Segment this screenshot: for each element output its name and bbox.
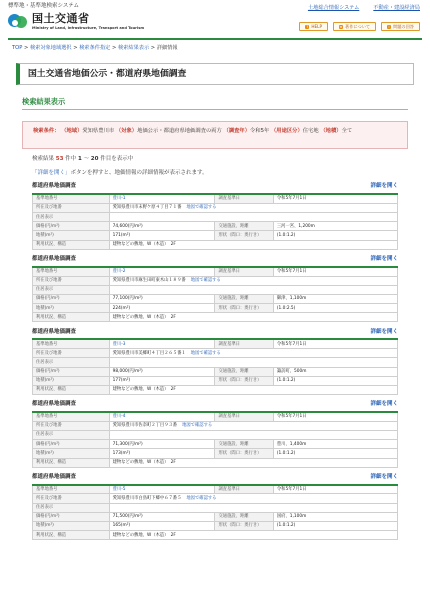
copyright-button[interactable] [333, 22, 376, 31]
result-table [32, 338, 398, 395]
table-row [33, 485, 398, 494]
answer-button-label: 問題の回答 [393, 23, 414, 29]
logo-text-jp: 国土交通省 [32, 12, 90, 25]
open-detail-link[interactable]: 詳細を開く [370, 183, 398, 190]
section-title: 検索結果表示 [22, 97, 66, 107]
label-display: 住居表示 [33, 358, 110, 367]
page-title-box [16, 63, 414, 86]
value-use: 建物などの敷地、W（木造） 2F [109, 531, 397, 540]
result-from: 1 [77, 156, 82, 163]
mlit-logo[interactable] [8, 12, 144, 30]
label-no: 基準地番号 [33, 412, 110, 421]
value-display [109, 430, 397, 439]
cond-year: 令和5年 [250, 128, 270, 135]
value-use: 建物などの敷地、W（木造） 2F [109, 385, 397, 394]
value-use: 建物などの敷地、W（木造） 2F [109, 313, 397, 322]
value-shape: (1.0:2.5) [273, 304, 397, 313]
label-date: 調査基準日 [215, 485, 273, 494]
value-price: 71,500(円/m²) [109, 512, 215, 521]
breadcrumb-conditions[interactable]: 検索条件指定 [79, 45, 111, 51]
label-date: 調査基準日 [215, 194, 273, 203]
result-mid: 件中 [65, 156, 77, 163]
open-detail-link[interactable]: 詳細を開く [370, 401, 398, 408]
table-row [33, 313, 398, 322]
note-text: ボタンを押すと、地価情報の詳細情報が表示されます。 [70, 170, 208, 177]
result-table [32, 411, 398, 468]
value-area: 177(m²) [109, 376, 215, 385]
address-text: 愛知県豊川市佐奈町２丁目９３番 [112, 423, 178, 429]
table-row [33, 376, 398, 385]
cond-target: 地価公示・都道府県地価調査の両方 [137, 128, 222, 135]
label-address: 所在及び地番 [33, 276, 110, 285]
answer-button[interactable] [381, 22, 420, 31]
table-row [33, 194, 398, 203]
value-no [109, 267, 215, 276]
point-number-link[interactable]: 豊川-2 [112, 269, 126, 275]
value-display [109, 358, 397, 367]
value-area: 224(m²) [109, 304, 215, 313]
value-display [109, 285, 397, 294]
value-date: 令和5年7月1日 [273, 339, 397, 348]
value-shape: (1.0:1.2) [273, 231, 397, 240]
value-price: 77,100(円/m²) [109, 294, 215, 303]
label-date: 調査基準日 [215, 412, 273, 421]
value-address [109, 203, 397, 212]
entry-title: 都道府県地価調査 [32, 473, 77, 480]
info-icon: i [388, 24, 390, 29]
value-price: 98,000(円/m²) [109, 367, 215, 376]
label-display: 住居表示 [33, 213, 110, 222]
value-transit: 三河一宮、1,200m [273, 222, 397, 231]
result-suffix: 件目を表示中 [100, 156, 134, 163]
table-row [33, 213, 398, 222]
nav-real-estate-bureau[interactable]: 不動産・建設経済局 [373, 5, 420, 11]
open-detail-link[interactable]: 詳細を開く [370, 255, 398, 262]
value-transit: 国府、1,100m [273, 512, 397, 521]
copyright-button-label: 著作について [345, 23, 371, 29]
label-no: 基準地番号 [33, 485, 110, 494]
value-price: 71,300(円/m²) [109, 440, 215, 449]
entry-header [32, 395, 398, 411]
value-date: 令和5年7月1日 [273, 485, 397, 494]
address-text: 愛知県豊川市麻生田町東木山１８９番 [112, 277, 186, 283]
table-row [33, 521, 398, 530]
value-transit: 諏訪町、500m [273, 367, 397, 376]
map-confirm-link[interactable]: 地図で確認する [186, 495, 217, 501]
breadcrumb: TOP > 検索対象地域選択 > 検索条件指定 > 検索結果表示 > 詳細情報 [12, 45, 178, 51]
cond-use: 住宅地 [302, 128, 319, 135]
results-list [0, 177, 430, 540]
cond-year-label: （調査年） [223, 128, 251, 135]
page-title: 国土交通省地価公示・都道府県地価調査 [28, 68, 187, 79]
label-area: 地積(m²) [33, 449, 110, 458]
value-area: 165(m²) [109, 521, 215, 530]
value-date: 令和5年7月1日 [273, 412, 397, 421]
table-row [33, 304, 398, 313]
table-row [33, 503, 398, 512]
value-no [109, 485, 215, 494]
entry-header [32, 468, 398, 484]
table-row [33, 440, 398, 449]
table-row [33, 222, 398, 231]
value-no [109, 194, 215, 203]
label-transit: 交通施設、距離 [215, 294, 273, 303]
value-date: 令和5年7月1日 [273, 194, 397, 203]
result-entry [32, 177, 398, 250]
label-area: 地積(m²) [33, 521, 110, 530]
result-prefix: 検索結果 [32, 156, 55, 163]
table-row [33, 339, 398, 348]
result-to: 20 [90, 156, 99, 163]
label-display: 住居表示 [33, 285, 110, 294]
label-price: 価格(円/m²) [33, 367, 110, 376]
entry-title: 都道府県地価調査 [32, 183, 77, 190]
site-header [0, 0, 430, 38]
site-subtitle: 標準地・基準地検索システム [8, 3, 79, 9]
result-entry [32, 322, 398, 395]
label-address: 所在及び地番 [33, 494, 110, 503]
section-divider [22, 109, 408, 110]
top-nav [308, 5, 420, 12]
result-entry [32, 395, 398, 468]
table-row [33, 294, 398, 303]
value-price: 74,600(円/m²) [109, 222, 215, 231]
label-shape: 形状（間口：奥行き） [215, 376, 273, 385]
value-area: 173(m²) [109, 449, 215, 458]
table-row [33, 430, 398, 439]
table-row [33, 203, 398, 212]
label-price: 価格(円/m²) [33, 440, 110, 449]
label-area: 地積(m²) [33, 376, 110, 385]
value-shape: (1.0:1.2) [273, 521, 397, 530]
note-button-ref: 「詳細を開く」 [32, 170, 71, 177]
table-row [33, 531, 398, 540]
table-row [33, 267, 398, 276]
table-row [33, 285, 398, 294]
value-shape: (1.0:1.2) [273, 376, 397, 385]
help-button[interactable] [299, 22, 328, 31]
address-text: 愛知県豊川市白鳥町下郷中６７番５ [112, 495, 182, 501]
table-row [33, 421, 398, 430]
value-shape: (1.0:1.2) [273, 449, 397, 458]
label-use: 利用状況、構造 [33, 385, 110, 394]
breadcrumb-results[interactable]: 検索結果表示 [118, 45, 150, 51]
value-date: 令和5年7月1日 [273, 267, 397, 276]
label-date: 調査基準日 [215, 339, 273, 348]
help-icon: ? [306, 24, 309, 29]
table-row [33, 512, 398, 521]
value-no [109, 412, 215, 421]
result-table [32, 484, 398, 541]
label-use: 利用状況、構造 [33, 313, 110, 322]
label-transit: 交通施設、距離 [215, 440, 273, 449]
table-row [33, 358, 398, 367]
cond-use-label: （用途区分） [270, 128, 303, 135]
table-row [33, 385, 398, 394]
entry-title: 都道府県地価調査 [32, 328, 77, 335]
document-icon: ≡ [339, 24, 343, 29]
result-entry [32, 468, 398, 541]
value-transit: 御津、1,100m [273, 294, 397, 303]
label-no: 基準地番号 [33, 267, 110, 276]
label-no: 基準地番号 [33, 339, 110, 348]
cond-area-label: （地域） [61, 128, 83, 135]
entry-title: 都道府県地価調査 [32, 255, 77, 262]
value-use: 建物などの敷地、W（木造） 2F [109, 240, 397, 249]
value-address [109, 421, 397, 430]
table-row [33, 458, 398, 467]
value-address [109, 276, 397, 285]
label-transit: 交通施設、距離 [215, 367, 273, 376]
breadcrumb-top[interactable]: TOP [12, 45, 23, 51]
map-confirm-link[interactable]: 地図で確認する [186, 205, 217, 211]
value-display [109, 503, 397, 512]
cond-target-label: （対象） [115, 128, 138, 135]
label-transit: 交通施設、距離 [215, 512, 273, 521]
cond-area: 愛知県豊川市 [82, 128, 115, 135]
label-price: 価格(円/m²) [33, 222, 110, 231]
label-use: 利用状況、構造 [33, 458, 110, 467]
breadcrumb-area-select[interactable]: 検索対象地域選択 [30, 45, 72, 51]
entry-title: 都道府県地価調査 [32, 401, 77, 408]
label-display: 住居表示 [33, 430, 110, 439]
label-address: 所在及び地番 [33, 349, 110, 358]
result-range-sep: ～ [83, 156, 90, 163]
label-date: 調査基準日 [215, 267, 273, 276]
label-address: 所在及び地番 [33, 421, 110, 430]
mlit-logo-mark-icon [8, 12, 29, 30]
table-row [33, 231, 398, 240]
table-row [33, 367, 398, 376]
table-row [33, 449, 398, 458]
tool-buttons [299, 22, 420, 31]
entry-header [32, 177, 398, 193]
point-number-link[interactable]: 豊川-1 [112, 196, 126, 202]
nav-land-info-system[interactable]: 土地総合情報システム [307, 5, 360, 11]
label-shape: 形状（間口：奥行き） [215, 521, 273, 530]
table-row [33, 494, 398, 503]
point-number-link[interactable]: 豊川-4 [112, 414, 126, 420]
label-shape: 形状（間口：奥行き） [215, 231, 273, 240]
table-row [33, 349, 398, 358]
conditions-label: 検索条件： [33, 128, 60, 135]
label-use: 利用状況、構造 [33, 240, 110, 249]
result-entry [32, 250, 398, 323]
result-total: 53 [55, 156, 64, 163]
point-number-link[interactable]: 豊川-3 [112, 341, 126, 347]
address-text: 愛知県豊川市美郷町４丁目２６５番１ [112, 350, 186, 356]
map-confirm-link[interactable]: 地図で確認する [182, 423, 213, 429]
instruction-note [32, 170, 398, 177]
value-use: 建物などの敷地、W（木造） 2F [109, 458, 397, 467]
label-area: 地積(m²) [33, 231, 110, 240]
label-area: 地積(m²) [33, 304, 110, 313]
value-display [109, 213, 397, 222]
map-confirm-link[interactable]: 地図で確認する [190, 277, 221, 283]
map-confirm-link[interactable]: 地図で確認する [190, 350, 221, 356]
value-address [109, 349, 397, 358]
label-shape: 形状（間口：奥行き） [215, 304, 273, 313]
cond-land-label: （地積） [320, 128, 342, 135]
address-text: 愛知県豊川市末野ケ原４丁目７１番 [112, 205, 182, 211]
label-no: 基準地番号 [33, 194, 110, 203]
value-no [109, 339, 215, 348]
result-table [32, 193, 398, 250]
help-button-label: HELP [311, 23, 322, 29]
search-conditions [22, 121, 408, 149]
label-use: 利用状況、構造 [33, 531, 110, 540]
value-transit: 豊川、1,400m [273, 440, 397, 449]
label-display: 住居表示 [33, 503, 110, 512]
label-address: 所在及び地番 [33, 203, 110, 212]
logo-text-en: Ministry of Land, Infrastructure, Transport and Tourism [32, 25, 145, 30]
value-address [109, 494, 397, 503]
table-row [33, 240, 398, 249]
value-area: 171(m²) [109, 231, 215, 240]
table-row [33, 276, 398, 285]
label-transit: 交通施設、距離 [215, 222, 273, 231]
cond-land: 全て [341, 128, 353, 135]
result-count [32, 156, 398, 163]
open-detail-link[interactable]: 詳細を開く [370, 473, 398, 480]
breadcrumb-current: 詳細情報 [156, 45, 178, 51]
label-price: 価格(円/m²) [33, 294, 110, 303]
result-table [32, 266, 398, 323]
point-number-link[interactable]: 豊川-5 [112, 486, 126, 492]
label-shape: 形状（間口：奥行き） [215, 449, 273, 458]
table-row [33, 412, 398, 421]
label-price: 価格(円/m²) [33, 512, 110, 521]
entry-header [32, 250, 398, 266]
open-detail-link[interactable]: 詳細を開く [370, 328, 398, 335]
entry-header [32, 322, 398, 338]
